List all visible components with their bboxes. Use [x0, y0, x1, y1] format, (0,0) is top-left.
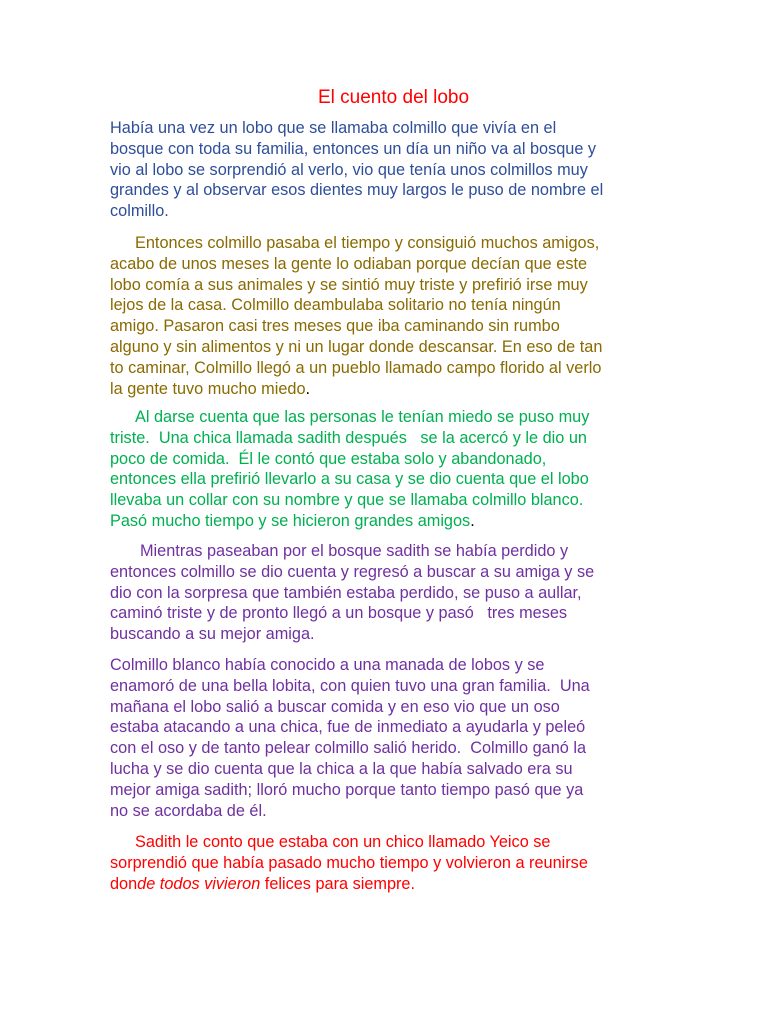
paragraph-line: mañana el lobo salió a buscar comida y en eso vio que un oso: [110, 697, 560, 716]
paragraph-line: Sadith le conto que estaba con un chico llamado Yeico se: [135, 833, 551, 851]
paragraph-line: vio al lobo se sorprendió al verlo, vio que tenía unos colmillos muy: [110, 160, 588, 179]
paragraph-5: [110, 655, 660, 821]
paragraph-line: alguno y sin alimentos y ni un lugar donde descansar. En eso de tan: [110, 337, 603, 356]
paragraph-line: caminó triste y de pronto llegó a un bosque y pasó tres meses: [110, 604, 568, 623]
paragraph-line: poco de comida. Él le contó que estaba solo y abandonado,: [110, 449, 547, 468]
paragraph-line: entonces ella prefirió llevarlo a su casa y se dio cuenta que el lobo: [110, 470, 589, 489]
paragraph-line-text: Pasó mucho tiempo y se hicieron grandes amigos: [110, 511, 471, 530]
paragraph-line: lobo comía a sus animales y se sintió muy triste y prefirió irse muy: [110, 275, 588, 294]
paragraph-line: acabo de unos meses la gente lo odiaban porque decían que este: [110, 254, 588, 273]
paragraph-line: [110, 874, 660, 895]
paragraph-line: llevaba un collar con su nombre y que se llamaba colmillo blanco.: [110, 491, 584, 510]
paragraph-line: sorprendió que había pasado mucho tiempo y volvieron a reunirse: [110, 853, 588, 872]
paragraph-line: lucha y se dio cuenta que la chica a la que había salvado era su: [110, 759, 573, 778]
paragraph-line: Colmillo blanco había conocido a una manada de lobos y se: [110, 656, 545, 674]
italic-text: de todos vivieron: [137, 874, 261, 893]
paragraph-line: Al darse cuenta que las personas le tenían miedo se puso muy: [135, 408, 590, 426]
paragraph-4: [110, 541, 660, 645]
paragraph-3: [110, 407, 660, 532]
paragraph-line: mejor amiga sadith; lloró mucho porque tanto tiempo pasó que ya: [110, 780, 584, 799]
page-title: El cuento del lobo: [318, 87, 470, 108]
paragraph-1: [110, 118, 660, 222]
paragraph-line: triste. Una chica llamada sadith después se la acercó y le dio un: [110, 428, 587, 447]
paragraph-line: Mientras paseaban por el bosque sadith se había perdido y: [140, 542, 569, 560]
paragraph-line: to caminar, Colmillo llegó a un pueblo llamado campo florido al verlo: [110, 358, 602, 377]
paragraph-line: lejos de la casa. Colmillo deambulaba solitario no tenía ningún: [110, 296, 561, 315]
paragraph-line: estaba atacando a una chica, fue de inmediato a ayudarla y peleó: [110, 718, 586, 737]
paragraph-line: [110, 379, 660, 400]
paragraph-2: [110, 233, 660, 399]
paragraph-end-period: .: [470, 511, 475, 530]
paragraph-line: no se acordaba de él.: [110, 801, 267, 820]
paragraph-line: entonces colmillo se dio cuenta y regresó a buscar a su amiga y se: [110, 562, 595, 581]
paragraph-line: amigo. Pasaron casi tres meses que iba caminando sin rumbo: [110, 317, 560, 336]
paragraph-line-text: don: [110, 874, 138, 893]
paragraph-line: Había una vez un lobo que se llamaba colmillo que vivía en el: [110, 119, 557, 137]
paragraph-line: enamoró de una bella lobita, con quien tuvo una gran familia. Una: [110, 676, 590, 695]
paragraph-line-text: la gente tuvo mucho miedo: [110, 379, 306, 398]
paragraph-line-text: felices para siempre.: [260, 874, 416, 893]
paragraph-line: [110, 511, 660, 532]
paragraph-line: dio con la sorpresa que también estaba perdido, se puso a aullar,: [110, 583, 582, 602]
paragraph-line: Entonces colmillo pasaba el tiempo y consiguió muchos amigos,: [135, 234, 600, 252]
paragraph-6: [110, 832, 660, 894]
paragraph-end-period: .: [305, 379, 311, 398]
paragraph-line: grandes y al observar esos dientes muy largos le puso de nombre el: [110, 181, 604, 200]
paragraph-line: colmillo.: [110, 202, 169, 221]
paragraph-line: con el oso y de tanto pelear colmillo salió herido. Colmillo ganó la: [110, 739, 587, 758]
paragraph-line: buscando a su mejor amiga.: [110, 625, 315, 644]
paragraph-line: bosque con toda su familia, entonces un día un niño va al bosque y: [110, 139, 597, 158]
